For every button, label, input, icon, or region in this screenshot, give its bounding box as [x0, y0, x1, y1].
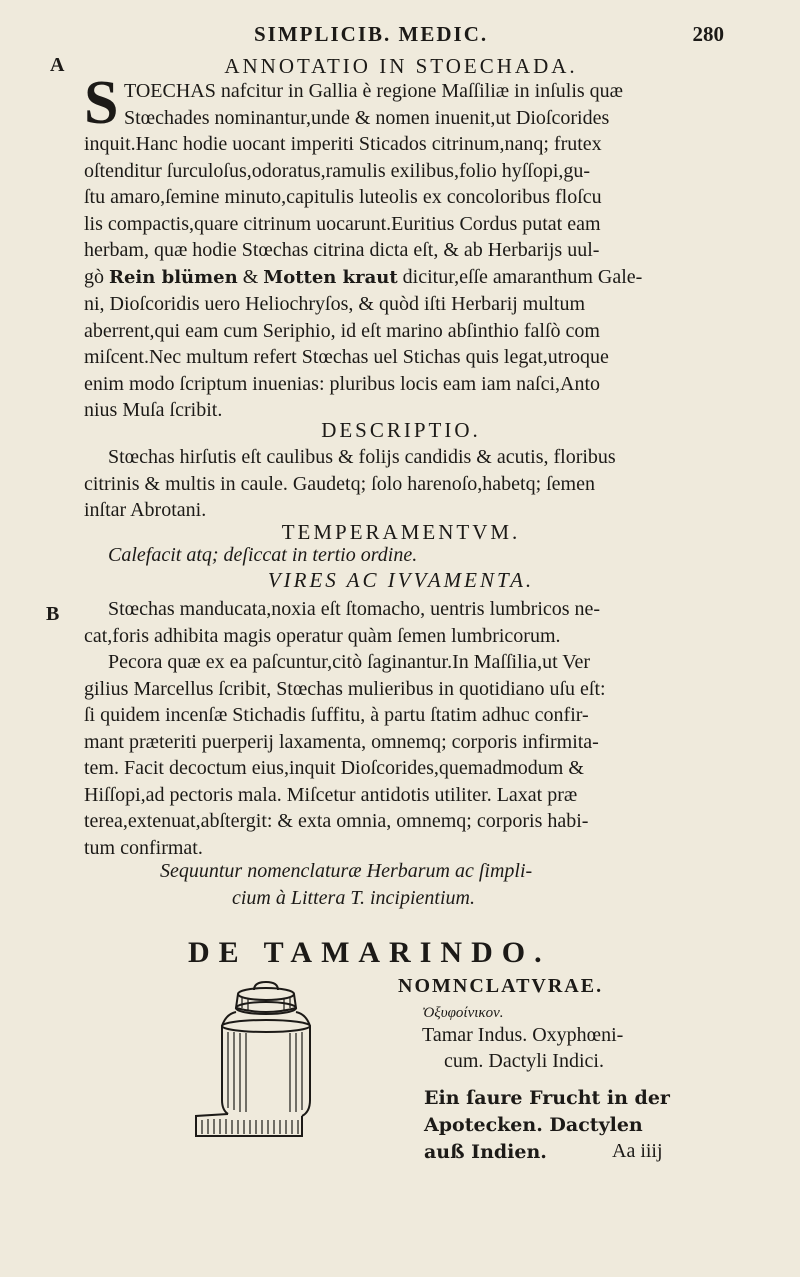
text-line: herbam, quæ hodie Stœchas citrina dicta eſt, & ab Herbarijs uul-	[84, 239, 600, 261]
text-line: enim modo ſcriptum inuenias: pluribus locis eam iam naſci,Anto	[84, 372, 601, 395]
text-line: lis compactis,quare citrinum uocarunt.Euritius Cordus putat eam	[84, 212, 601, 235]
text-line: nius Muſa ſcribit.	[84, 399, 223, 421]
tamarindo-title: DE TAMARINDO.	[188, 936, 551, 969]
heading-vires: VIRES AC IVVAMENTA.	[267, 568, 535, 592]
temperamentum-text	[84, 542, 712, 569]
running-head-title: SIMPLICIB. MEDIC.	[254, 22, 489, 46]
closing-note	[160, 858, 630, 912]
text-line: ſi quidem incenſæ Stichadis ſuffitu, à partu ſtatim adhuc confir-	[84, 704, 589, 726]
text-line: terea,extenuat,abſtergit: & exta omnia, omnemq; corporis habi-	[84, 810, 589, 832]
text-line: cat,foris adhibita magis operatur quàm ſemen lumbricorum.	[84, 624, 561, 647]
text-line: Tamar Indus. Oxyphœni-	[422, 1024, 624, 1046]
vires-paragraph	[84, 596, 712, 861]
text-line: miſcent.Nec multum refert Stœchas uel Stichas quis legat,utroque	[84, 346, 609, 368]
text-line: oſtenditur ſurculoſus,odoratus,ramulis exilibus,folio hyſſopi,gu-	[84, 159, 591, 182]
heading-annotatio: ANNOTATIO IN STOECHADA.	[224, 54, 578, 78]
apothecary-jar-illustration	[192, 980, 352, 1142]
drop-capital: S	[84, 69, 119, 137]
blackletter-fragment: Rein blümen	[109, 266, 238, 288]
text-fragment: gò	[84, 265, 109, 288]
text-line: Stœchas hirſutis eſt caulibus & folijs candidis & acutis, floribus	[108, 446, 616, 468]
latin-names	[422, 1022, 722, 1074]
text-line: Hiſſopi,ad pectoris mala. Miſcetur antidotis utiliter. Laxat præ	[84, 783, 578, 806]
text-line: Stœchas manducata,noxia eſt ſtomacho, uentris lumbricos ne-	[108, 598, 601, 620]
text-fragment: dicitur,eſſe amaranthum Gale-	[397, 265, 643, 288]
text-line: aberrent,qui eam cum Seriphio, id eſt marino abſinthio falſò com	[84, 319, 600, 342]
text-line	[84, 264, 712, 292]
greek-name: Ὀξυφοίνικον.	[422, 1005, 504, 1021]
text-line: Pecora quæ ex ea paſcuntur,citò ſaginantur.In Maſſilia,ut Ver	[108, 651, 591, 673]
text-line: Sequuntur nomenclaturæ Herbarum ac ſimpli-	[160, 860, 533, 882]
heading-temperamentum: TEMPERAMENTVM.	[281, 520, 521, 544]
text-line: citrinis & multis in caule. Gaudetq; ſolo harenoſo,habetq; ſemen	[84, 472, 595, 495]
text-line: gilius Marcellus ſcribit, Stœchas mulieribus in quotidiano uſu eſt:	[84, 677, 606, 700]
text-line: ſtu amaro,ſemine minuto,capitulis luteolis ex concoloribus floſcu	[84, 186, 602, 208]
text-line: ni, Dioſcoridis uero Heliochryſos, & quòd iſti Herbarij multum	[84, 293, 586, 315]
german-names	[424, 1085, 724, 1166]
gathering-signature: Aa iiij	[612, 1140, 663, 1162]
text-line: cum. Dactyli Indici.	[444, 1050, 604, 1072]
text-line: TOECHAS nafcitur in Gallia è regione Maſſiliæ in inſulis quæ	[124, 80, 624, 102]
running-head	[254, 22, 724, 47]
text-line: tem. Facit decoctum eius,inquit Dioſcorides,quemadmodum &	[84, 757, 584, 779]
heading-descriptio: DESCRIPTIO.	[321, 418, 481, 442]
text-line: auß Indien.	[424, 1141, 547, 1163]
margin-letter-b: B	[46, 603, 60, 625]
text-line: cium à Littera T. incipientium.	[232, 887, 475, 909]
text-line: Apotecken. Dactylen	[424, 1114, 643, 1136]
margin-letter-a: A	[50, 54, 65, 76]
annotatio-paragraph	[84, 78, 712, 424]
nomenclature-heading: NOMNCLATVRAE.	[398, 975, 604, 997]
text-line: Ein ſaure Frucht in der	[424, 1087, 670, 1109]
text-line: inſtar Abrotani.	[84, 499, 207, 521]
text-line: tum confirmat.	[84, 836, 203, 859]
text-line: inquit.Hanc hodie uocant imperiti Sticados citrinum,nanq; frutex	[84, 133, 602, 155]
text-fragment: &	[237, 265, 264, 288]
text-line: Stœchades nominantur,unde & nomen inuenit,ut Dioſcorides	[124, 106, 610, 129]
text-line: Calefacit atq; deſiccat in tertio ordine.	[108, 544, 418, 566]
blackletter-fragment: Motten kraut	[263, 266, 398, 288]
text-line: mant præteriti puerperij laxamenta, omnemq; corporis infirmita-	[84, 730, 599, 753]
descriptio-paragraph	[84, 444, 712, 524]
folio-number: 280	[692, 22, 724, 46]
